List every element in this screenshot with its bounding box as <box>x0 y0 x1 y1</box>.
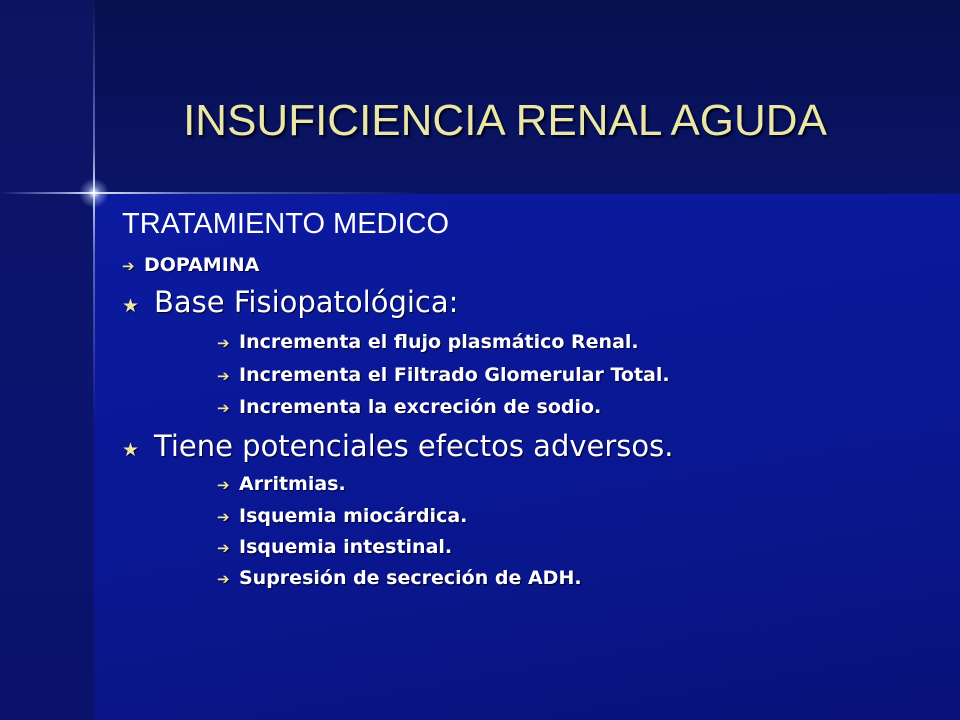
list-item <box>217 396 601 418</box>
arrow-bullet-icon: ➔ <box>217 508 230 526</box>
list-item-text: Arritmias. <box>239 473 346 495</box>
arrow-bullet-icon: ➔ <box>217 399 230 417</box>
list-item <box>217 567 582 589</box>
list-item-text: Incrementa la excreción de sodio. <box>239 396 602 418</box>
arrow-bullet-icon: ➔ <box>217 367 230 385</box>
arrow-bullet-icon: ➔ <box>122 257 135 275</box>
section-heading-effects <box>122 429 673 463</box>
star-bullet-icon: ★ <box>122 439 140 461</box>
list-item-text: Isquemia miocárdica. <box>239 505 468 527</box>
list-item <box>217 364 670 386</box>
flare-horizontal-line <box>0 192 420 194</box>
list-item <box>217 473 346 495</box>
section-heading-text: Base Fisiopatológica: <box>154 285 459 319</box>
list-item <box>217 505 467 527</box>
drug-label: DOPAMINA <box>144 254 260 276</box>
flare-vertical-line <box>93 0 95 420</box>
list-item-text: Incrementa el Filtrado Glomerular Total. <box>239 364 670 386</box>
arrow-bullet-icon: ➔ <box>217 334 230 352</box>
bullet-item-drug <box>122 254 259 276</box>
arrow-bullet-icon: ➔ <box>217 476 230 494</box>
slide-subtitle: TRATAMIENTO MEDICO <box>122 208 450 240</box>
arrow-bullet-icon: ➔ <box>217 539 230 557</box>
section-heading-base <box>122 285 458 319</box>
list-item <box>217 331 639 353</box>
list-item-text: Supresión de secreción de ADH. <box>239 567 582 589</box>
arrow-bullet-icon: ➔ <box>217 570 230 588</box>
list-item-text: Incrementa el flujo plasmático Renal. <box>239 331 639 353</box>
flare-star-icon <box>79 178 109 208</box>
list-item-text: Isquemia intestinal. <box>239 536 453 558</box>
star-bullet-icon: ★ <box>122 295 140 317</box>
list-item <box>217 536 452 558</box>
section-heading-text: Tiene potenciales efectos adversos. <box>154 429 674 463</box>
slide-title: INSUFICIENCIA RENAL AGUDA <box>183 96 827 145</box>
